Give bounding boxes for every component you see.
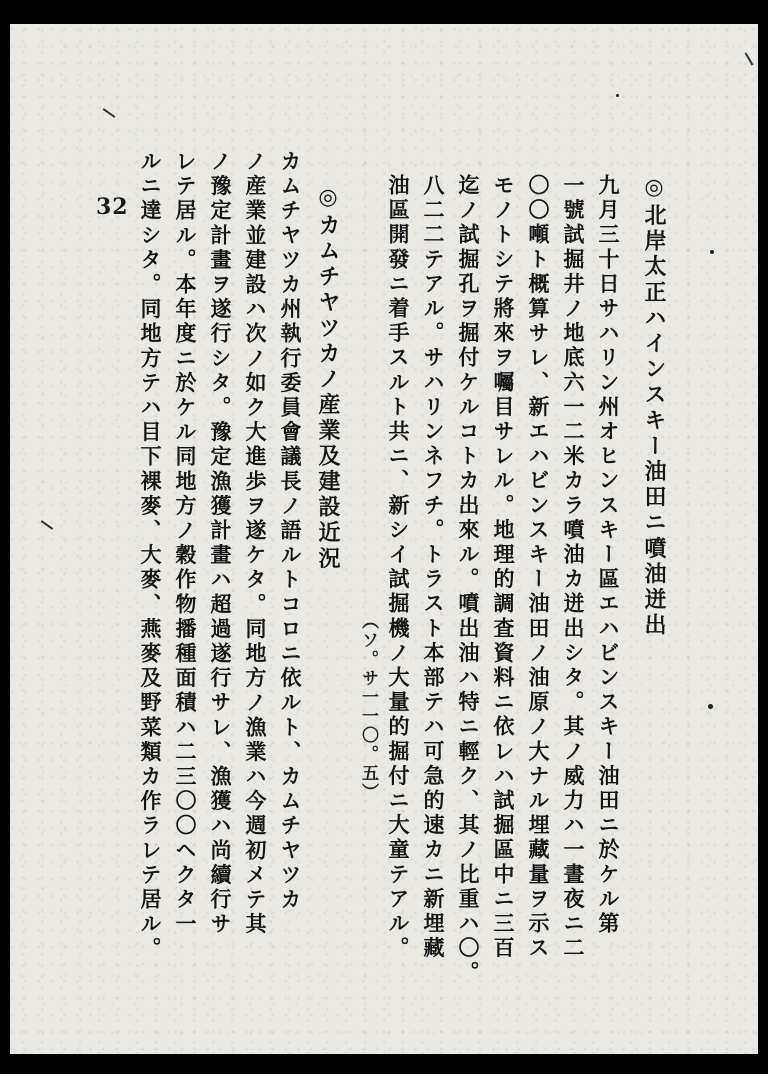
article-body-line: 〇〇噸ト概算サレ、新エハビンスキー油田ノ油原ノ大ナル埋藏量ヲ示ス [526, 174, 551, 962]
scan-speck [708, 704, 713, 709]
article-body-line: ノ産業並建設ハ次ノ如ク大進歩ヲ遂ケタ。同地方ノ漁業ハ今週初メテ其 [243, 150, 268, 938]
article-citation: （ソ。サ一一〇。五） [358, 612, 378, 802]
article-body-line: カムチヤツカ州執行委員會議長ノ語ルトコロニ依ルト、カムチヤツカ [278, 150, 303, 913]
page-number: 32 [96, 194, 129, 220]
article-body-line: レテ居ル。本年度ニ於ケル同地方ノ穀作物播種面積ハ二三〇〇ヘクタ一 [173, 150, 198, 938]
document-page [10, 24, 758, 1054]
scan-speck [616, 94, 619, 97]
article-body-line: 油區開發ニ着手スルト共ニ、新シイ試掘機ノ大量的掘付ニ大童テアル。 [386, 174, 411, 962]
scan-mark [41, 520, 54, 530]
article-headline: ◎カムチヤツカノ産業及建設近況 [315, 184, 341, 572]
scan-speck [710, 250, 714, 254]
article-body-line: 八二二テアル。サハリンネフチ。トラスト本部テハ可急的速カニ新埋藏 [421, 174, 446, 962]
scan-mark [745, 52, 754, 65]
article-body-line: 一號試掘井ノ地底六一二米カラ噴油カ迸出シタ。其ノ威力ハ一晝夜ニ二 [561, 174, 586, 962]
article-body-line: ノ豫定計畫ヲ遂行シタ。豫定漁獲計畫ハ超過遂行サレ、漁獲ハ尚續行サ [208, 150, 233, 938]
article-body-line: ルニ達シタ。同地方テハ目下裸麥、大麥、燕麥及野菜類カ作ラレテ居ル。 [138, 150, 163, 962]
article-body-line: モノトシテ將來ヲ囑目サレル。地理的調査資料ニ依レハ試掘區中ニ三百 [491, 174, 516, 962]
scan-mark [103, 108, 116, 118]
article-body-line: 迄ノ試掘孔ヲ掘付ケルコトカ出來ル。噴出油ハ特ニ輕ク、其ノ比重ハ〇。 [456, 174, 481, 986]
article-headline: ◎北岸太正ハインスキー油田ニ噴油迸出 [641, 174, 667, 639]
article-body-line: 九月三十日サハリン州オヒンスキー區エハビンスキー油田ニ於ケル第 [596, 174, 621, 937]
